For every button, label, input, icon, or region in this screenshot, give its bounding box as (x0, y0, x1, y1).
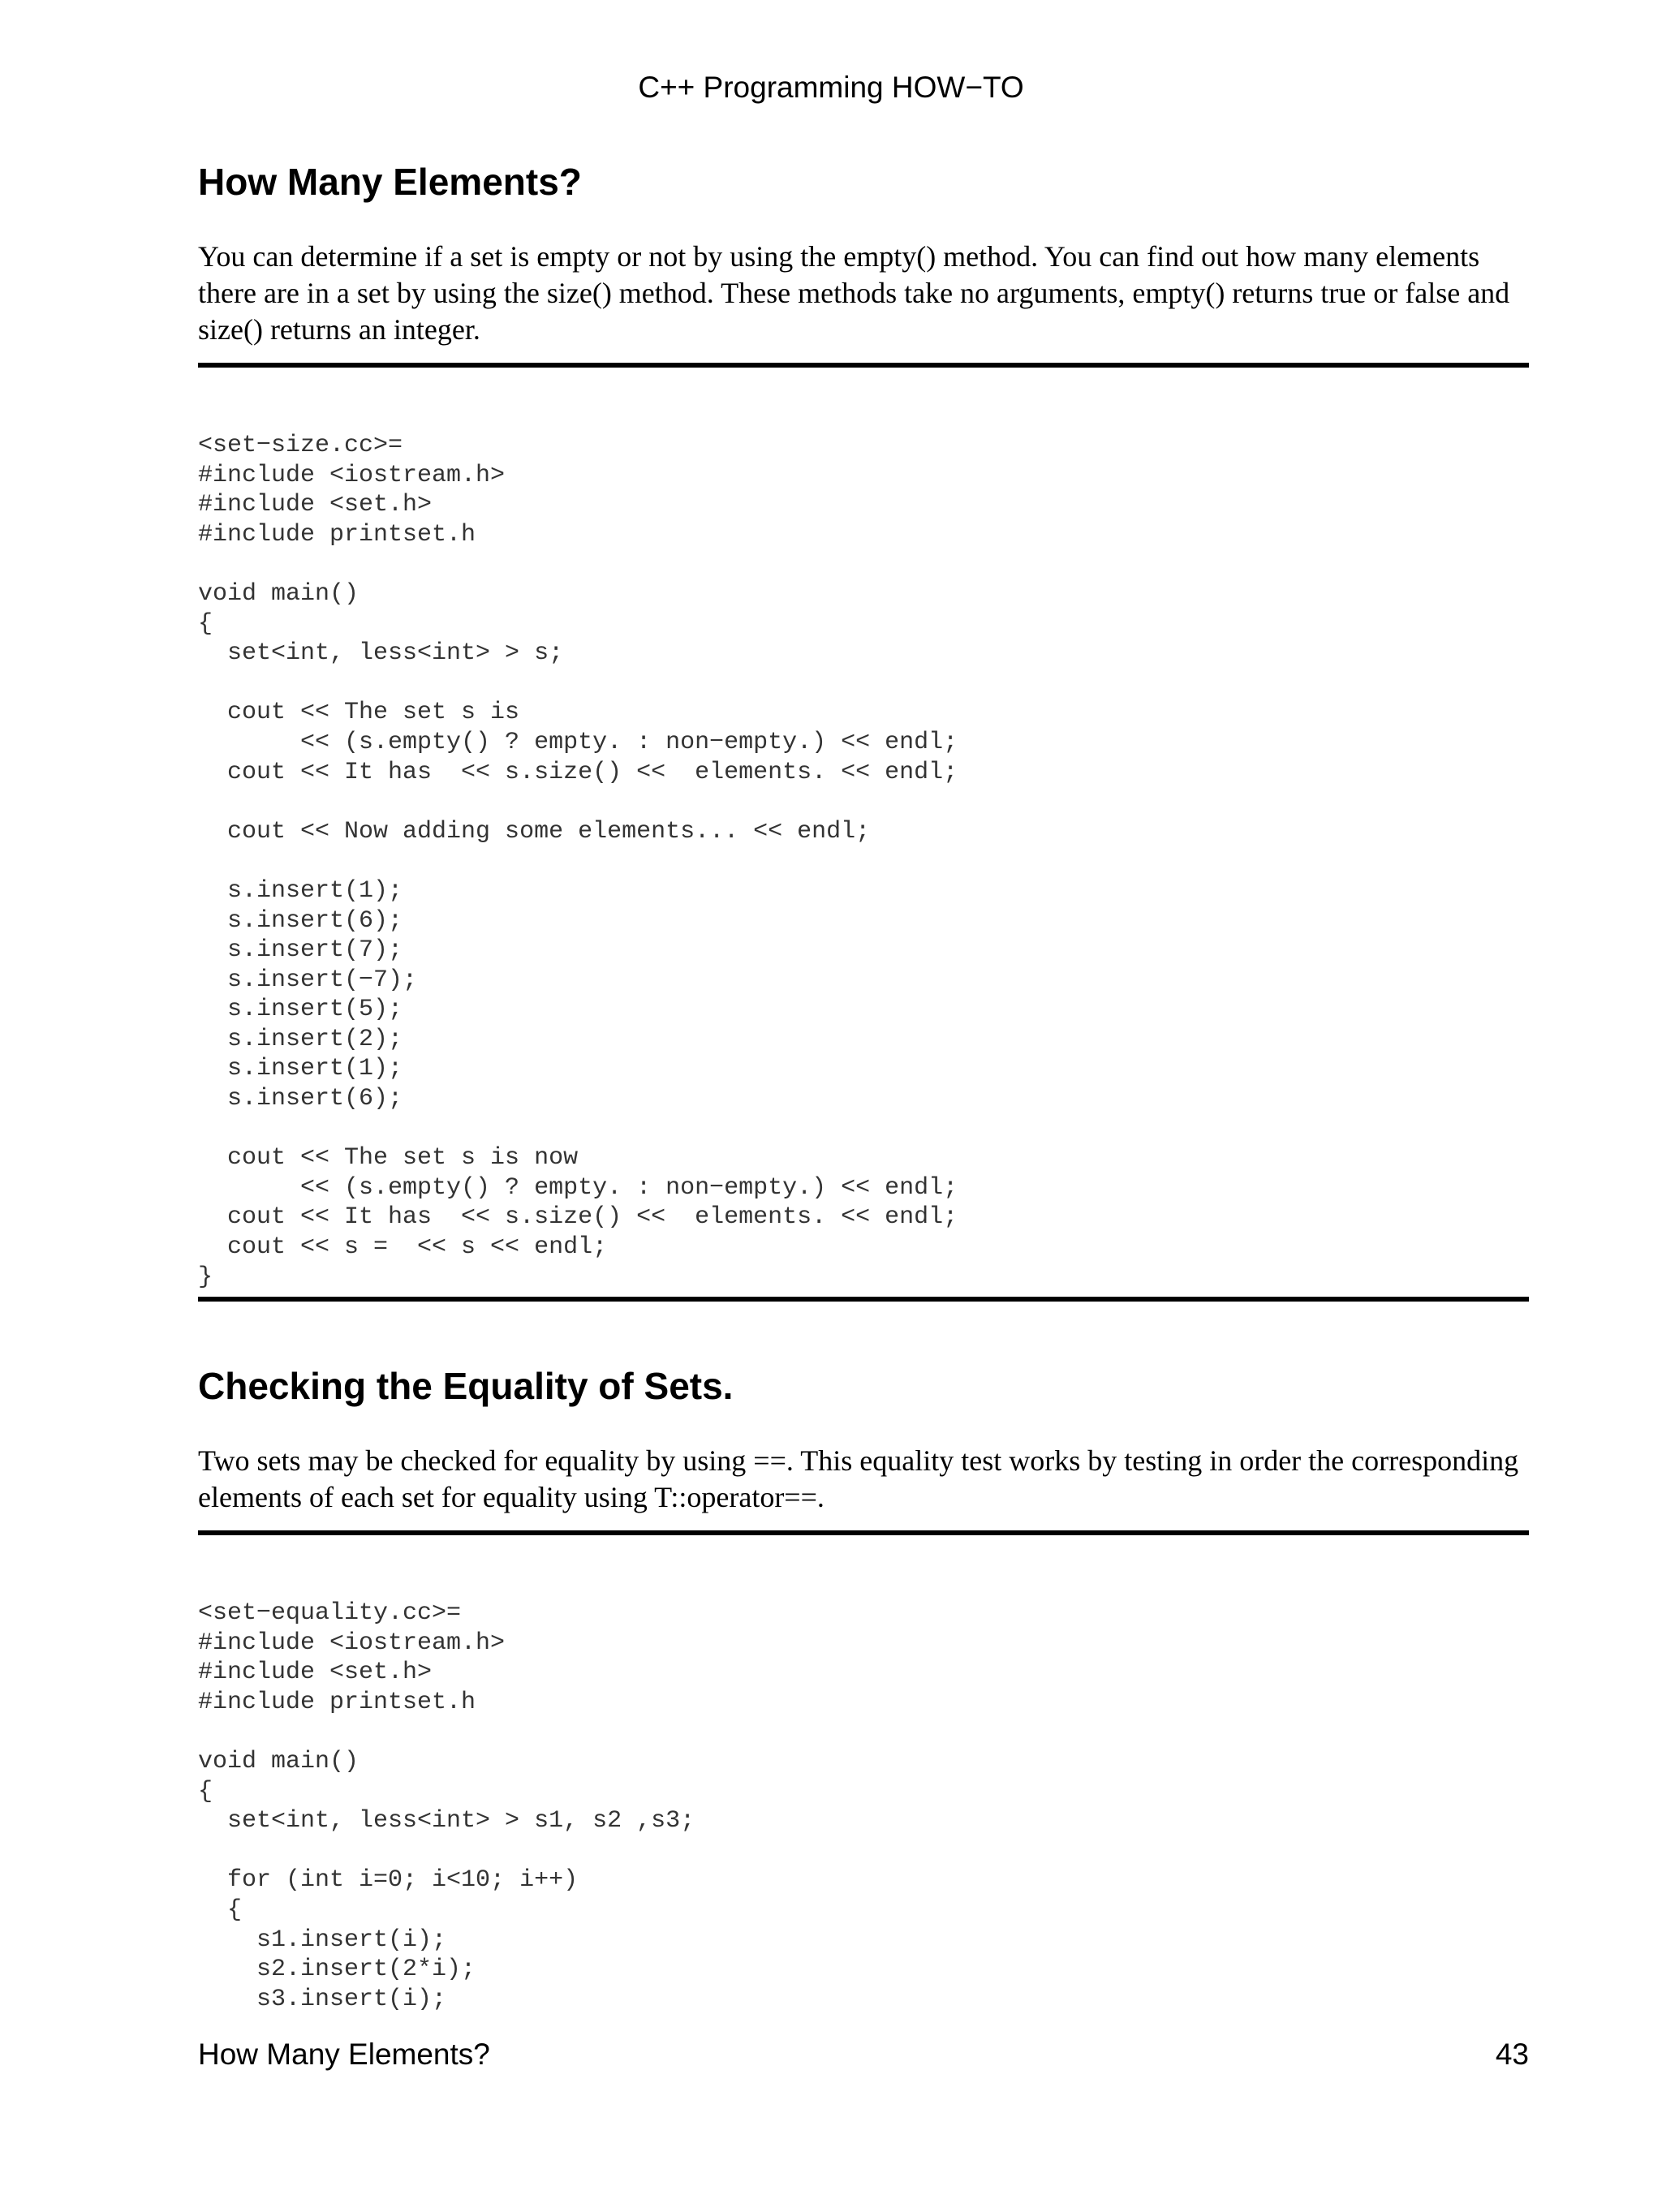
horizontal-rule (198, 363, 1529, 368)
section-checking-equality (198, 1363, 1529, 2014)
section-paragraph: You can determine if a set is empty or not by using the empty() method. You can find out how many elements there are in a set by using the size() method. These methods take no arguments, empty() returns true or false and size() returns an integer. (198, 240, 1510, 346)
section-how-many-elements (198, 159, 1529, 1302)
page-number: 43 (1495, 2038, 1529, 2071)
page-header: C++ Programming HOW−TO (638, 71, 1024, 104)
footer-section-title: How Many Elements? (198, 2038, 490, 2071)
code-listing-set-equality: <set−equality.cc>= #include <iostream.h> #include <set.h> #include printset.h void main() { set<int, less<int> > s1, s2 ,s3; for (int i=0; i<10; i++) { s1.insert(i); s2.insert(2*i); s3.insert(i); (198, 1599, 695, 2013)
section-heading: Checking the Equality of Sets. (198, 1365, 734, 1407)
horizontal-rule (198, 1530, 1529, 1535)
section-paragraph: Two sets may be checked for equality by using ==. This equality test works by testing in order the corresponding elements of each set for equality using T::operator==. (198, 1444, 1519, 1513)
section-heading: How Many Elements? (198, 161, 582, 203)
code-listing-set-size: <set−size.cc>= #include <iostream.h> #include <set.h> #include printset.h void main() { set<int, less<int> > s; cout << The set s is << (s.empty() ? empty. : non−empty.) << endl; cout << It has << s.size() << elements. << endl; cout << Now adding some elements... << endl; s.insert(1); s.insert(6); s.insert(7); s.insert(−7); s.insert(5); s.insert(2); s.insert(1); s.insert(6); cout << The set s is now << (s.empty() ? empty. : non−empty.) << endl; cout << It has << s.size() << elements. << endl; cout << s = << s << endl; } (198, 432, 958, 1291)
horizontal-rule (198, 1297, 1529, 1302)
